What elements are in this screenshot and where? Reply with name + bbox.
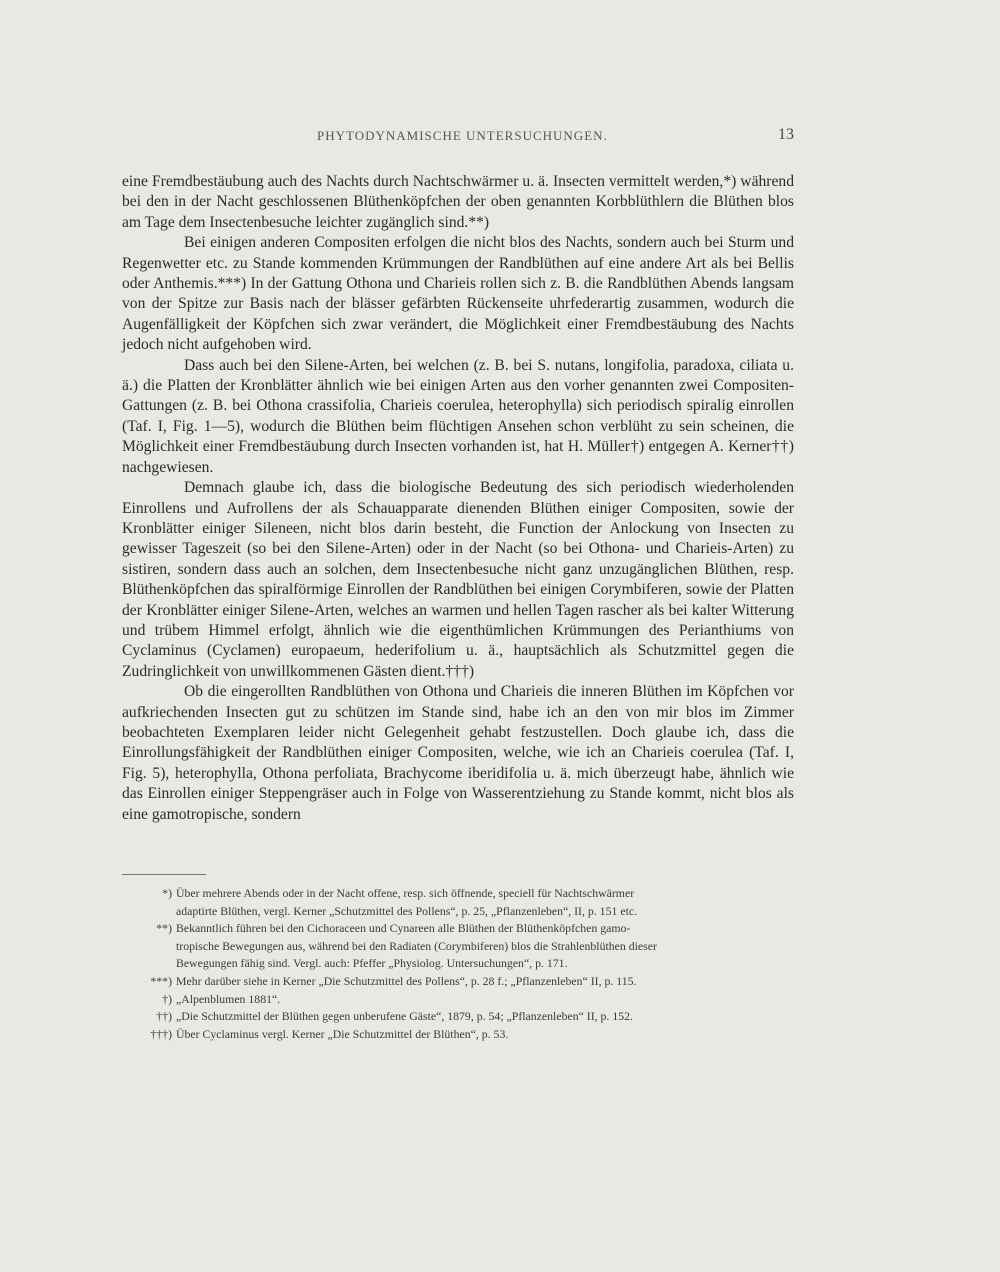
footnote-text bbox=[176, 885, 794, 920]
footnote-line: „Alpenblumen 1881“. bbox=[176, 991, 281, 1006]
paragraph: Dass auch bei den Silene-Arten, bei welchen (z. B. bei S. nutans, longifolia, paradoxa, ciliata u. ä.) die Platten der Kronblätter ähnlich wie bei einigen Arten aus den vorher genannten zwei Compositen-Gattungen (z. B. bei Othona crassifolia, Charieis coerulea, heterophylla) sich periodisch spiralig einrollen (Taf. I, Fig. 1—5), wodurch die Blüthen beim flüchtigen Ansehen schon verblüht zu sein scheinen, die Möglichkeit einer Fremdbestäubung durch Insecten vorhanden ist, hat H. Müller†) entgegen A. Kerner††) nachgewiesen. bbox=[122, 356, 794, 476]
footnote bbox=[138, 1008, 794, 1026]
footnote bbox=[138, 973, 794, 991]
footnote-line: „Die Schutzmittel der Blüthen gegen unberufene Gäste“, 1879, p. 54; „Pflanzenleben“ II, p. 152. bbox=[176, 1009, 633, 1024]
footnote-text bbox=[176, 973, 794, 991]
footnote-divider bbox=[122, 874, 206, 875]
footnote-text bbox=[176, 920, 794, 973]
paragraph: eine Fremdbestäubung auch des Nachts durch Nachtschwärmer u. ä. Insecten vermittelt werden,*) während bei den in der Nacht geschlossenen Blüthenköpfchen der oben genannten Korbblüthlern die Blüthen blos am Tage dem Insectenbesuche leichter zugänglich sind.**) bbox=[122, 173, 794, 231]
page-number: 13 bbox=[778, 126, 794, 143]
footnote-mark: ***) bbox=[150, 973, 172, 988]
footnote bbox=[138, 920, 794, 973]
footnote-mark: ††) bbox=[156, 1009, 172, 1024]
paragraph: Ob die eingerollten Randblüthen von Othona und Charieis die inneren Blüthen im Köpfchen vor aufkriechenden Insecten gut zu schützen im Stande sind, habe ich an den von mir blos im Zimmer beobachteten Exemplaren leider nicht Gelegenheit gehabt festzustellen. Doch glaube ich, dass die Einrollungsfähigkeit der Randblüthen einiger Compositen, welche, wie ich an Charieis coerulea (Taf. I, Fig. 5), heterophylla, Othona perfoliata, Brachycome iberidifolia u. ä. mich überzeugt habe, ähnlich wie das Einrollen einiger Steppengräser auch in Folge von Wasserentziehung zu Stande kommt, nicht blos als eine gamotropische, sondern bbox=[122, 683, 794, 823]
footnote-line: Über mehrere Abends oder in der Nacht offene, resp. sich öffnende, speciell für Nachtschwärmer bbox=[176, 886, 635, 900]
footnote-line: Mehr darüber siehe in Kerner „Die Schutzmittel des Pollens“, p. 28 f.; „Pflanzenleben“ II, p. 115. bbox=[176, 973, 637, 988]
footnote-mark: **) bbox=[156, 921, 172, 936]
footnote-text bbox=[176, 1026, 794, 1044]
footnote bbox=[138, 991, 794, 1009]
footnote-line: Bekanntlich führen bei den Cichoraceen und Cynareen alle Blüthen der Blüthenköpfchen gamo- bbox=[176, 921, 631, 936]
main-text bbox=[122, 172, 794, 825]
footnote-mark: †††) bbox=[150, 1026, 172, 1041]
paragraph: Bei einigen anderen Compositen erfolgen die nicht blos des Nachts, sondern auch bei Sturm und Regenwetter etc. zu Stande kommenden Krümmungen der Randblüthen auf eine andere Art als bei Bellis oder Anthemis.***) In der Gattung Othona und Charieis rollen sich z. B. die Randblüthen Abends langsam von der Spitze zur Basis nach der blässer gefärbten Rückenseite uhrfederartig zusammen, wodurch die Augenfälligkeit der Köpfchen sich zwar verändert, die Möglichkeit einer Fremdbestäubung des Nachts jedoch nicht aufgehoben wird. bbox=[122, 234, 794, 354]
footnote-text bbox=[176, 991, 794, 1009]
footnote bbox=[138, 885, 794, 920]
footnote-text bbox=[176, 1008, 794, 1026]
running-title: PHYTODYNAMISCHE UNTERSUCHUNGEN. bbox=[317, 128, 608, 143]
footnote bbox=[138, 1026, 794, 1044]
footnote-line: Über Cyclaminus vergl. Kerner „Die Schutzmittel der Blüthen“, p. 53. bbox=[176, 1026, 509, 1041]
footnote-line: Bewegungen fähig sind. Vergl. auch: Pfeffer „Physiolog. Untersuchungen“, p. 171. bbox=[176, 956, 568, 971]
footnotes bbox=[138, 885, 794, 1043]
page-header bbox=[122, 128, 794, 150]
footnote-mark: *) bbox=[162, 886, 172, 900]
paragraph: Demnach glaube ich, dass die biologische Bedeutung des sich periodisch wiederholenden Einrollens und Aufrollens der als Schauapparate dienenden Blüthen einiger Compositen, sowie der Kronblätter einiger Sileneen, nicht blos darin besteht, die Function der Anlockung von Insecten zu gewisser Tageszeit (so bei den Silene-Arten) oder in der Nacht (so bei Othona- und Charieis-Arten) zu sistiren, sondern dass auch an solchen, dem Insectenbesuche nicht ganz unzugänglichen Blüthen, resp. Blüthenköpfchen das spiralförmige Einrollen der Randblüthen bei einigen Corymbiferen, sowie der Platten der Kronblätter einiger Silene-Arten, welches an warmen und hellen Tagen rascher als bei kalter Witterung und trübem Himmel erfolgt, ähnlich wie die eigenthümlichen Krümmungen des Perianthiums von Cyclaminus (Cyclamen) europaeum, hederifolium u. ä., hauptsächlich als Schutzmittel gegen die Zudringlichkeit von unwillkommenen Gästen dient.†††) bbox=[122, 479, 794, 680]
footnote-line: tropische Bewegungen aus, während bei den Radiaten (Corymbiferen) blos die Strahlenblüthen dieser bbox=[176, 938, 657, 953]
footnote-mark: †) bbox=[162, 991, 172, 1006]
footnote-line: adaptirte Blüthen, vergl. Kerner „Schutzmittel des Pollens“, p. 25, „Pflanzenleben“, II, p. 151 etc. bbox=[176, 903, 638, 918]
